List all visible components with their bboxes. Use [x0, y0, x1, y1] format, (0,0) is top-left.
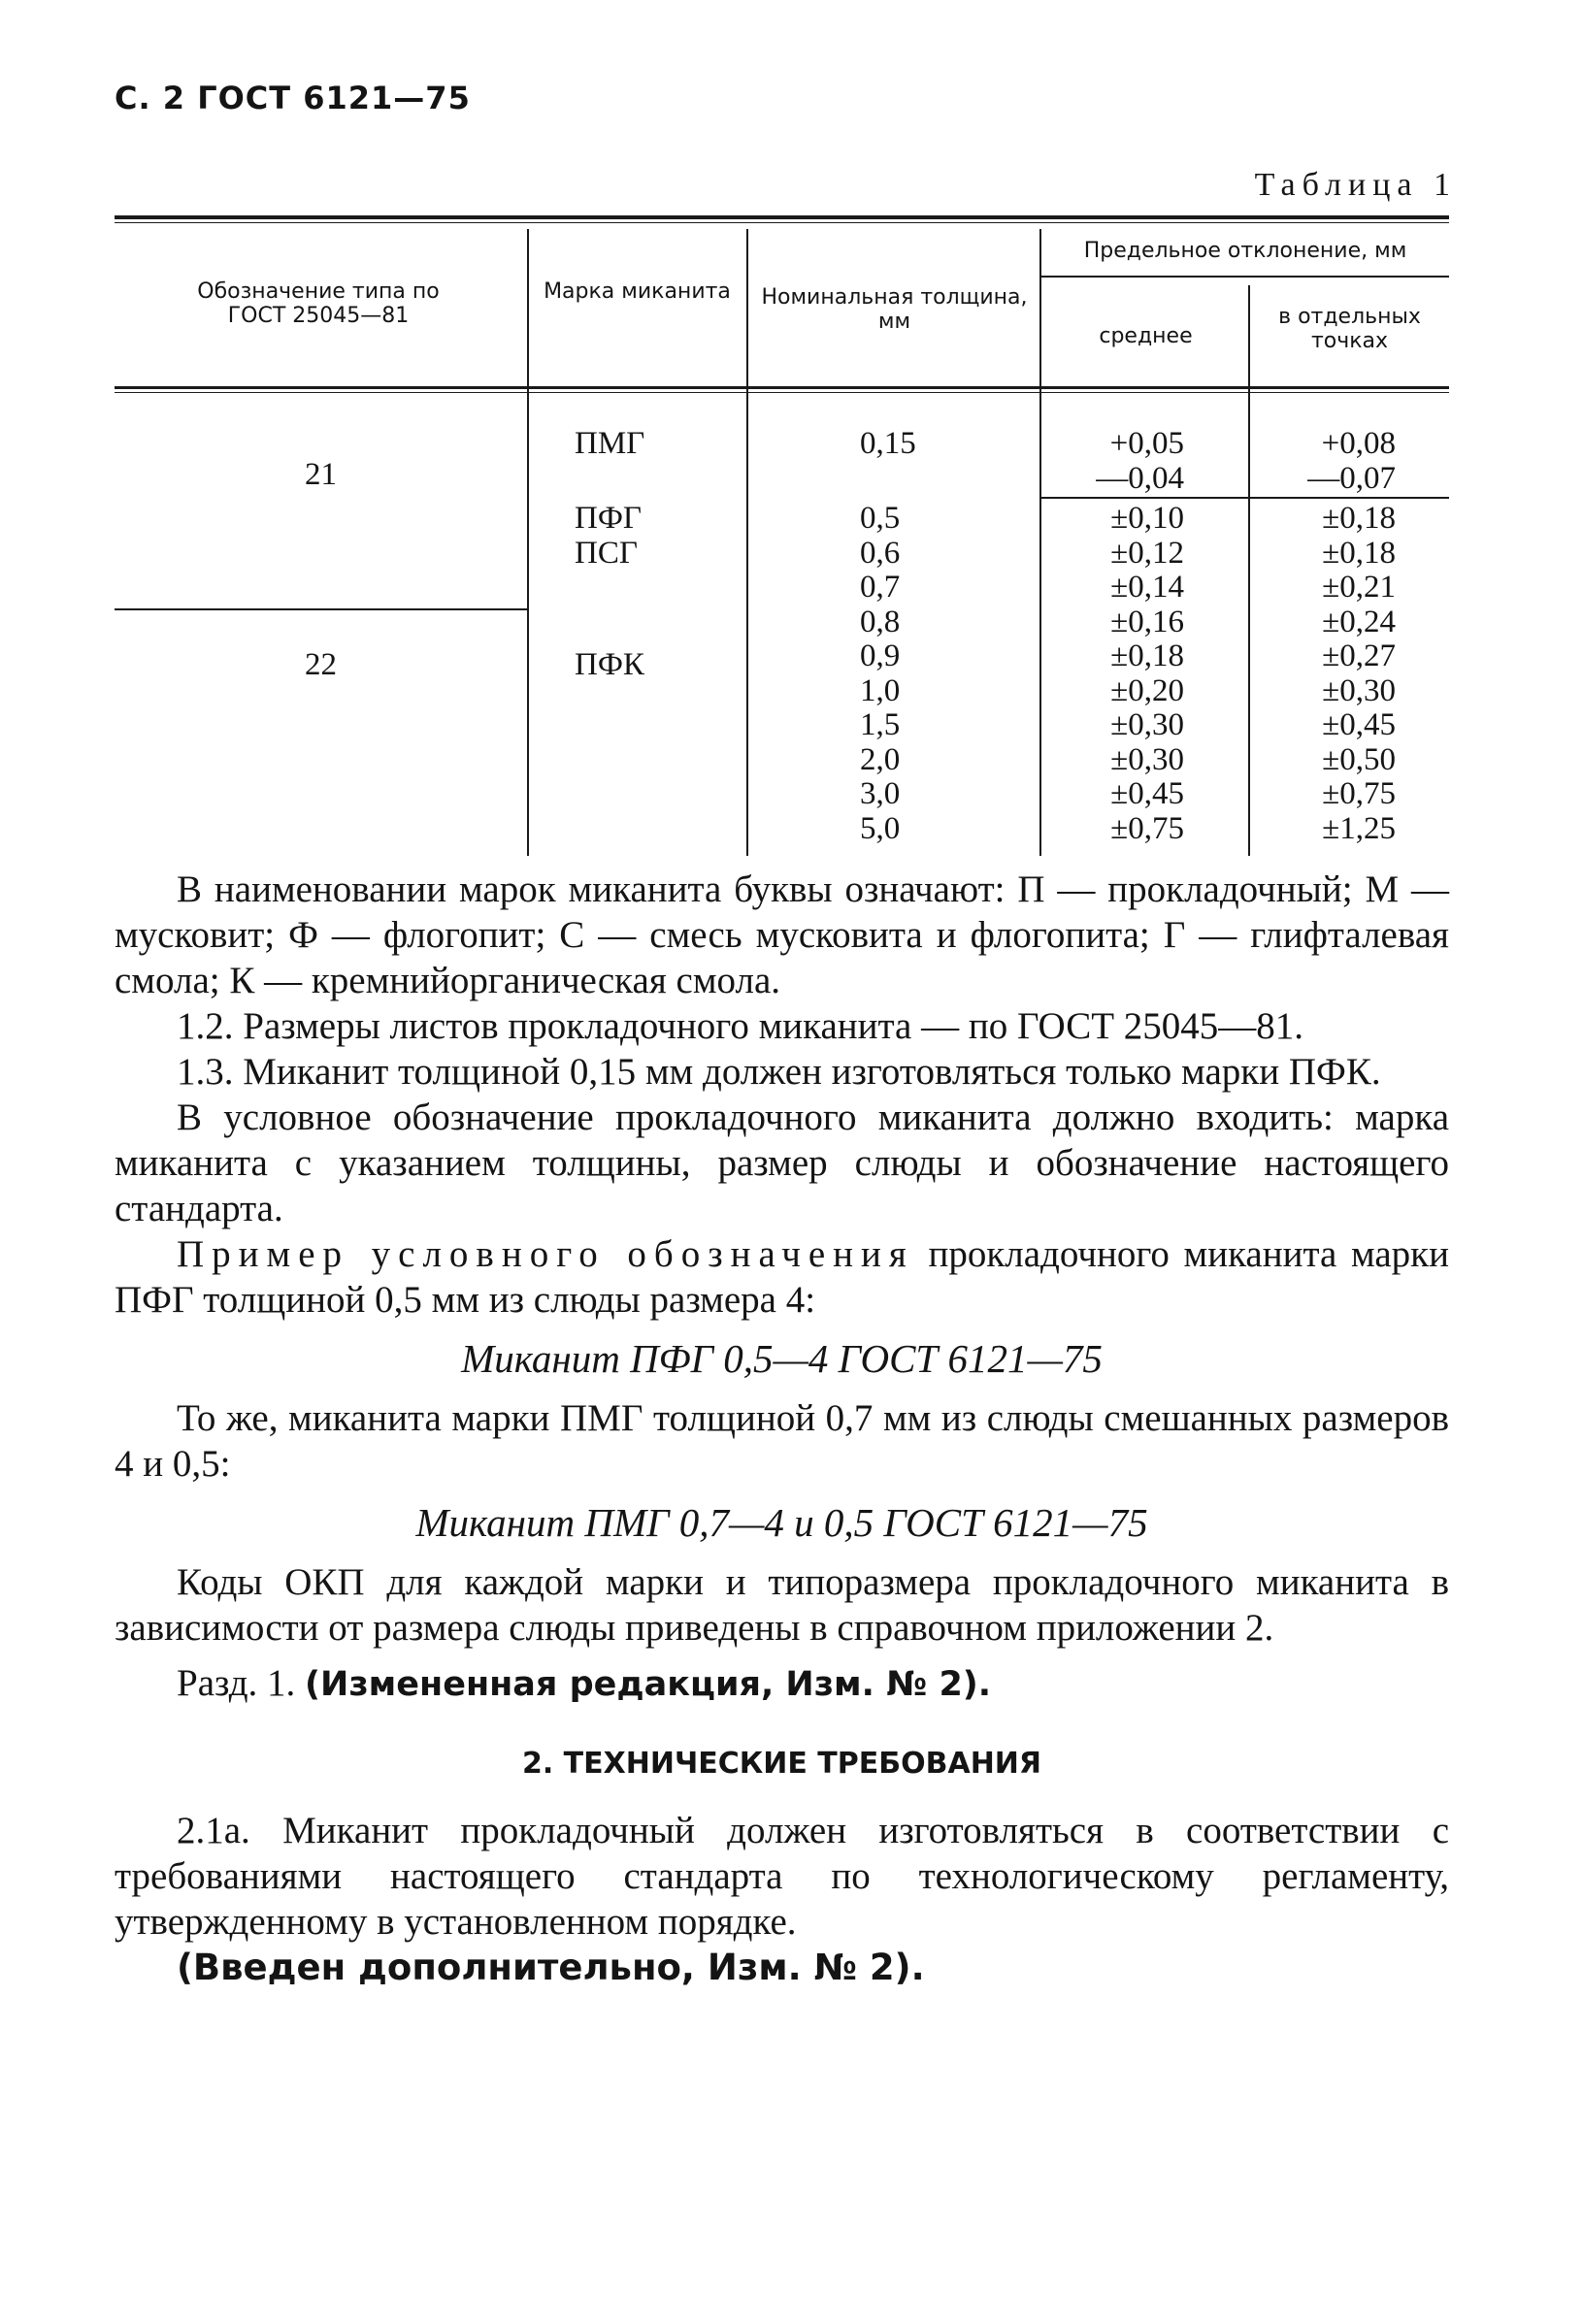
designation-example-2: Миканит ПМГ 0,7—4 и 0,5 ГОСТ 6121—75 [415, 1500, 1148, 1545]
type-22: 22 [305, 647, 337, 682]
col-rule-4 [1248, 285, 1250, 856]
clause-1-2: 1.2. Размеры листов прокладочного миканита — по ГОСТ 25045—81. [177, 1005, 1304, 1047]
clause-1-3: 1.3. Миканит толщиной 0,15 мм должен изготовляться только марки ПФК. [177, 1051, 1381, 1093]
type-row-rule [115, 608, 527, 610]
section-1-ref: Разд. 1. [177, 1662, 306, 1704]
type-21: 21 [305, 457, 337, 492]
deviation-group-rule [1039, 276, 1449, 278]
clause-2-1a-amendment: (Введен дополнительно, Изм. № 2). [177, 1947, 925, 1988]
table-top-rule-thin [115, 222, 1449, 223]
header-grade: Марка миканита [544, 279, 731, 304]
grade-pmg: ПМГ [575, 426, 645, 461]
header-average: среднее [1099, 324, 1193, 348]
tolerance-table [115, 215, 1449, 856]
section-1-amendment [115, 1660, 1449, 1708]
designation-example-2-intro: То же, миканита марки ПМГ толщиной 0,7 мм из слюды смешанных размеров 4 и 0,5: [115, 1397, 1449, 1485]
designation-example-1: Миканит ПФГ 0,5—4 ГОСТ 6121—75 [461, 1336, 1103, 1381]
clause-2-1a: 2.1а. Миканит прокладочный должен изготовляться в соответствии с требованиями настоящего стандарта по технологическому регламенту, утвержденному в установленном порядке. [115, 1810, 1449, 1943]
designation-note: В условное обозначение прокладочного миканита должно входить: марка миканита с указанием толщины, размер слюды и обозначение настоящего стандарта. [115, 1097, 1449, 1229]
running-head: С. 2 ГОСТ 6121—75 [115, 80, 471, 116]
grade-letters-note: В наименовании марок миканита буквы означают: П — прокладочный; М — мусковит; Ф — флогопит; С — смесь мусковита и флогопита; Г — глифталевая смола; К — кремнийорганическая смола. [115, 868, 1449, 1001]
header-type: Обозначение типа по ГОСТ 25045—81 [197, 279, 440, 328]
example-lead: Пример условного обозначения [177, 1233, 914, 1275]
col-rule-1 [527, 229, 529, 856]
average-deviation-list: ±0,10 ±0,12 ±0,14 ±0,16 ±0,18 ±0,20 ±0,30 ±0,30 ±0,45 ±0,75 [1110, 501, 1184, 846]
table-label: Таблица 1 [1254, 167, 1457, 203]
col-rule-3 [1039, 229, 1041, 856]
header-thickness: Номинальная толщина, мм [761, 285, 1028, 334]
thickness-list: 0,5 0,6 0,7 0,8 0,9 1,0 1,5 2,0 3,0 5,0 [860, 501, 901, 846]
average-deviation-015: +0,05 —0,04 [1096, 426, 1184, 496]
thickness-015: 0,15 [860, 426, 916, 461]
body-text [115, 867, 1449, 1990]
header-points: в отдельных точках [1278, 305, 1421, 353]
header-deviation: Предельное отклонение, мм [1083, 239, 1407, 263]
grade-pfg-psg: ПФГ ПСГ [575, 501, 642, 571]
section-2-title: 2. ТЕХНИЧЕСКИЕ ТРЕБОВАНИЯ [521, 1747, 1042, 1781]
designation-example-intro [115, 1231, 1449, 1323]
amendment-note: (Измененная редакция, Изм. № 2). [305, 1665, 992, 1704]
col-rule-2 [746, 229, 748, 856]
okp-codes-note: Коды ОКП для каждой марки и типоразмера прокладочного миканита в зависимости от размера слюды приведены в справочном приложении 2. [115, 1561, 1449, 1649]
example-rest: прокладочного миканита марки ПФГ толщиной 0,5 мм из слюды размера 4: [115, 1233, 1449, 1321]
table-top-rule [115, 215, 1449, 219]
grade-pfk: ПФК [575, 647, 644, 682]
point-deviation-list: ±0,18 ±0,18 ±0,21 ±0,24 ±0,27 ±0,30 ±0,45 ±0,50 ±0,75 ±1,25 [1322, 501, 1396, 846]
deviation-row-rule [1039, 497, 1449, 499]
point-deviation-015: +0,08 —0,07 [1307, 426, 1396, 496]
